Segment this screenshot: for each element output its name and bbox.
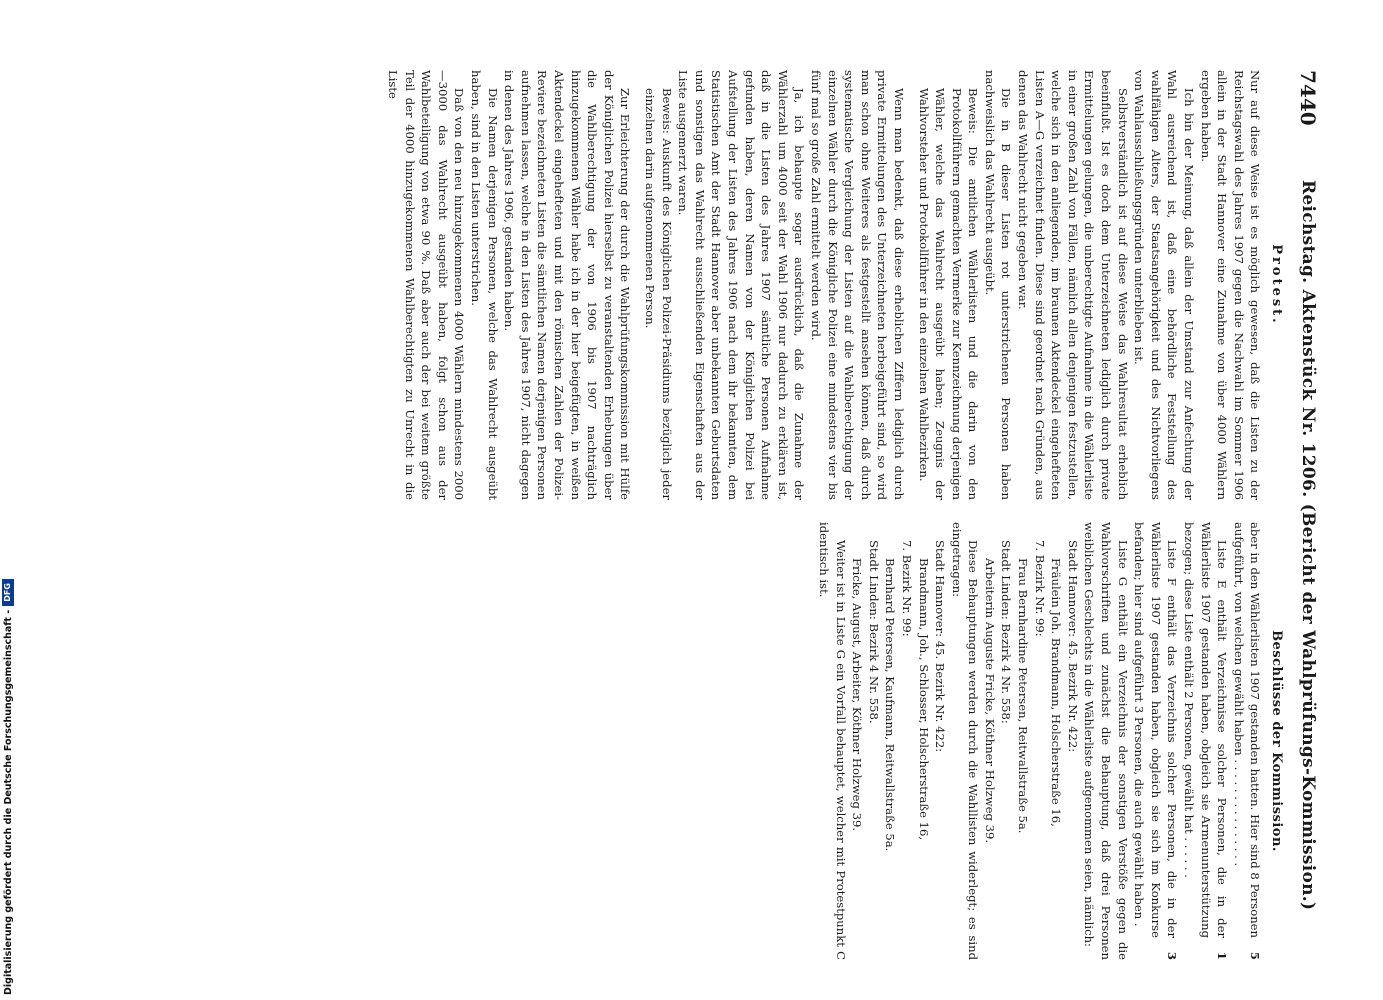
paragraph: Nur auf diese Weise ist es möglich gewesen, daß die Listen zu der Reichstagswahl des Jahres 1907 gegen die Nachwahl im Sommer 1906 allein in der Stadt Hannover eine Zunahme von über 4000 Wählern ergeben haben. — [1198, 70, 1263, 500]
dfg-logo-icon: DFG — [2, 579, 14, 606]
running-title: Reichstag. Aktenstück Nr. 1206. (Bericht der Wahlprüfungs-Kommission.) — [1298, 180, 1318, 911]
protest-column — [385, 70, 1284, 500]
entry-line: Stadt Linden: Bezirk 4 Nr. 558: — [999, 540, 1014, 724]
list-e-text: Liste E enthält Verzeichnisse solcher Personen, die in der Wählerliste 1907 gestanden haben, obgleich sie Armenunterstützung bezogen; diese Liste enthält 2 Personen, gewählt hat . . . . . . — [1182, 522, 1230, 938]
list-e-count: 1 — [1215, 951, 1230, 960]
paragraph: Ich bin der Meinung, daß allein der Umstand zur Anfechtung der Wahl ausreichend ist, daß eine behördliche Feststellung des wahlfähigen Alters, der Staatsangehörigkeit und des Nichtvorliegens von Wahlausschließungsgründen unterblieben ist. — [1132, 70, 1197, 500]
page-number: 7440 — [1296, 70, 1320, 126]
evidence-paragraph: Beweis: Die amtlichen Wählerlisten und die darin von den Protokollführern gemachten Vermerke zur Kennzeichnung derjenigen Wähler, welche das Wahlrecht ausgeübt haben; Zeugnis der Wahlvorsteher und Protokollführer in den einzelnen Wahlbezirken. — [916, 88, 981, 500]
page-header — [1292, 70, 1320, 960]
list-e-row — [1180, 522, 1230, 960]
entry-line: 7. Bezirk Nr. 99: — [1032, 540, 1047, 637]
digitization-credit — [2, 579, 14, 995]
scanned-document-page — [65, 70, 1320, 960]
paragraph: Wenn man bedenkt, daß diese erheblichen Ziffern lediglich durch private Ermittelungen des Unterzeichneten herbeigeführt sind, so wird man schon ohne Weiteres als festgestellt ansehen können, daß durch systematische Vergleichung der Listen auf die Wahlberechtigung der einzelnen Wähler durch die Königliche Polizei eine mindestens vier bis fünf mal so große Zahl ermittelt werden wird. — [808, 70, 906, 500]
entry-line: Stadt Linden: Bezirk 4 Nr. 558. — [866, 540, 881, 724]
list-f-count: 3 — [1165, 951, 1180, 960]
paragraph: Selbstverständlich ist auf diese Weise das Wahlresultat erheblich beeinflußt. Ist es doch dem Unterzeichneten lediglich durch private Ermittelungen gelungen, die unberechtigte Aufnahme in die Wählerliste in einer großen Zahl von Fällen, nämlich allen denjenigen festzustellen, welche sich in den anliegenden, im braunen Aktendeckel eingehefteten Listen A—G verzeichnet finden. Diese sind geordnet nach Gründen, aus denen das Wahlrecht nicht gegeben war. — [1016, 70, 1130, 500]
list-f-text: Liste F enthält das Verzeichnis solcher Personen, die in der Wählerliste 1907 gestanden haben, obgleich sie sich im Konkurse befanden; hier sind aufgeführt 3 Personen, die auch gewählt haben . — [1132, 522, 1180, 938]
entry-line: Stadt Hannover: 45. Bezirk Nr. 422: — [1065, 540, 1080, 753]
entry-line: 7. Bezirk Nr. 99: — [899, 540, 914, 637]
spacer — [907, 70, 915, 500]
spacer — [633, 70, 641, 500]
paragraph: Die Namen derjenigen Personen, welche das Wahlrecht ausgeübt haben, sind in den Listen unterstrichen. — [469, 70, 500, 500]
paragraph: Die in B dieser Listen rot unterstrichenen Personen haben nachweislich das Wahlrecht ausgeübt. — [982, 70, 1014, 500]
entry-line: Bernhard Petersen, Kaufmann, Reitwallstraße 5a. — [883, 558, 898, 852]
rebuttal-text: Diese Behauptungen werden durch die Wahllisten widerlegt; es sind eingetragen: — [949, 522, 981, 960]
list-d-text: aber in den Wählerlisten 1907 gestanden hatten. Hier sind 8 Personen aufgeführt, von welchen gewählt haben . . . . . . . . . . . . . . . — [1231, 522, 1263, 938]
entry-line: Brandmann, Joh., Schlosser, Holscherstraße 16, — [916, 558, 931, 841]
entry-line: Stadt Hannover: 45. Bezirk Nr. 422: — [933, 540, 948, 753]
entry-line: Fricke, August, Arbeiter, Köthner Holzweg 39. — [850, 558, 865, 832]
protest-heading: Protest. — [1269, 244, 1284, 326]
closing-text: Weiter ist in Liste G ein Vorfall behauptet, welcher mit Protestpunkt C identisch ist. — [816, 522, 848, 960]
commission-heading: Beschlüsse der Kommission. — [1269, 630, 1284, 852]
list-g-text: Liste G enthält ein Verzeichnis der sonstigen Verstöße gegen die Wahlvorschriften und zunächst die Behauptung, daß drei Personen weiblichen Geschlechts in die Wählerliste aufgenommen seien, nämlich: — [1082, 522, 1130, 960]
evidence-paragraph: Beweis: Auskunft des Königlichen Polizei-Präsidiums bezüglich jeder einzelnen darin aufgenommenen Person. — [643, 88, 674, 500]
paragraph: Daß von den neu hinzugekommenen 4000 Wählern mindestens 2000—3000 das Wahlrecht ausgeübt haben, folgt schon aus der Wahlbeteiligung von etwa 90 %. Daß aber auch der bei weitem größte Teil der 4000 hinzugekommenen Wahlberechtigten zu Unrecht in die Liste — [386, 70, 467, 500]
credit-text: Digitalisierung gefördert durch die Deutsche Forschungsgemeinschaft - — [2, 609, 14, 995]
commission-column — [815, 522, 1284, 960]
entry-line: Frau Bernhardine Petersen, Reitwallstraße 5a. — [1016, 558, 1031, 834]
list-d-row — [1230, 522, 1263, 960]
paragraph: Zur Erleichterung der durch die Wahlprüfungskommission mit Hülfe der Königlichen Polizei hierselbst zu veranstaltenden Erhebungen über die Wahlberechtigung der von 1906 bis 1907 nachträglich hinzugekommenen Wähler habe ich in der hier beigefügten, in weißen Aktendeckel eingehefteten und mit den römischen Zahlen der Polizei-Reviere bezeichneten Listen die sämtlichen Namen derjenigen Personen aufnehmen lassen, welche in den Listen des Jahres 1907, nicht dagegen in denen des Jahres 1906, gestanden haben. — [502, 70, 633, 500]
entry-line: Arbeiterin Auguste Fricke, Köthner Holzweg 39. — [982, 558, 997, 844]
paragraph: Ja, ich behaupte sogar ausdrücklich, daß die Zunahme der Wählerzahl um 4000 seit der Wahl 1906 nur dadurch zu erklären ist, daß in die Listen des Jahres 1907 sämtliche Personen Aufnahme gefunden haben, deren Namen von der Königlichen Polizei bei Aufstellung der Listen des Jahres 1906 nach dem ihr bekannten, dem Statistischen Amt der Stadt Hannover aber unbekannten Geburtsdaten und sonstigen das Wahlrecht ausschließenden Eigenschaften aus der Liste ausgemerzt waren. — [676, 70, 807, 500]
list-d-count: 5 — [1248, 951, 1263, 960]
list-f-row — [1131, 522, 1181, 960]
entry-line: Fräulein Joh. Brandmann, Holscherstraße 16, — [1049, 558, 1064, 827]
